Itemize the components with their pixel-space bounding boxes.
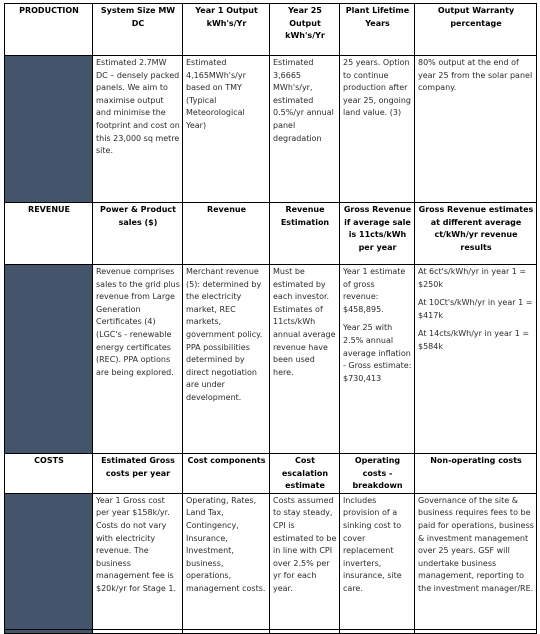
- cell-gross-revenue: [340, 265, 415, 454]
- gross-revenue-year25: Year 25 with 2.5% annual average inflation - Gross estimate: $730,413: [343, 323, 412, 383]
- section-label-revenue: REVENUE: [5, 203, 93, 265]
- header-revenue-estimation: Revenue Estimation: [270, 203, 340, 265]
- section-color-block: [5, 629, 93, 633]
- cell-gross-revenue-estimates: [415, 265, 537, 454]
- estimate-14cts: At 14cts/kWh/yr in year 1 = $584k: [418, 329, 530, 351]
- cell-estimated-gross-costs: Year 1 Gross cost per year $158k/yr. Costs do not vary with electricity revenue. The business management fee is $20k/yr for Stage 1.: [93, 493, 183, 629]
- empty-cell: [270, 629, 340, 633]
- section-label-costs: COSTS: [5, 454, 93, 494]
- header-output-warranty: Output Warranty percentage: [415, 4, 537, 56]
- table-continuation-row: [5, 629, 537, 633]
- gross-revenue-year1: Year 1 estimate of gross revenue: $458,895.: [343, 267, 406, 314]
- section-color-block: [5, 265, 93, 454]
- estimate-10cts: At 10Ct's/kWh/yr in year 1 = $417k: [418, 298, 533, 320]
- section-label-production: PRODUCTION: [5, 4, 93, 56]
- project-summary-table: [4, 3, 537, 634]
- header-system-size: System Size MW DC: [93, 4, 183, 56]
- cell-cost-escalation: Costs assumed to stay steady, CPI is estimated to be in line with CPI over 2.5% per yr for each year.: [270, 493, 340, 629]
- cell-year1-output: Estimated 4,165MWh's/yr based on TMY (Typical Meteorological Year): [183, 56, 270, 203]
- cell-non-operating-costs: Governance of the site & business requires fees to be paid for operations, business & investment management over 25 years. GSF will undertake business management, reporting to the investment manager/RE.: [415, 493, 537, 629]
- empty-cell: [183, 629, 270, 633]
- cell-system-size: Estimated 2.7MW DC – densely packed panels. We aim to maximise output and minimise the footprint and cost on this 23,000 sq metre site.: [93, 56, 183, 203]
- header-gross-revenue-estimates: Gross Revenue estimates at different average ct/kWh/yr revenue results: [415, 203, 537, 265]
- section-color-block: [5, 56, 93, 203]
- header-estimated-gross-costs: Estimated Gross costs per year: [93, 454, 183, 494]
- cell-year25-output: Estimated 3,6665 MWh's/yr, estimated 0.5%/yr annual panel degradation: [270, 56, 340, 203]
- cell-revenue-estimation: Must be estimated by each investor. Estimates of 11cts/kWh annual average revenue have been used here.: [270, 265, 340, 454]
- cell-operating-costs: Includes provision of a sinking cost to cover replacement inverters, insurance, site care.: [340, 493, 415, 629]
- header-year25-output: Year 25 Output kWh's/Yr: [270, 4, 340, 56]
- cell-output-warranty: 80% output at the end of year 25 from the solar panel company.: [415, 56, 537, 203]
- empty-cell: [340, 629, 415, 633]
- empty-cell: [93, 629, 183, 633]
- header-year1-output: Year 1 Output kWh's/Yr: [183, 4, 270, 56]
- revenue-header-row: [5, 203, 537, 265]
- cell-plant-lifetime: 25 years. Option to continue production after year 25, ongoing land value. (3): [340, 56, 415, 203]
- production-header-row: [5, 4, 537, 56]
- costs-data-row: [5, 493, 537, 629]
- estimate-6cts: At 6ct's/kWh/yr in year 1 = $250k: [418, 267, 527, 289]
- cell-power-product-sales: Revenue comprises sales to the grid plus revenue from Large Generation Certificates (4) (LGC's - renewable energy certificates (REC). PPA options are being explored.: [93, 265, 183, 454]
- header-power-product-sales: Power & Product sales ($): [93, 203, 183, 265]
- header-cost-escalation: Cost escalation estimate: [270, 454, 340, 494]
- header-plant-lifetime: Plant Lifetime Years: [340, 4, 415, 56]
- empty-cell: [415, 629, 537, 633]
- header-non-operating-costs: Non-operating costs: [415, 454, 537, 494]
- header-operating-costs: Operating costs - breakdown: [340, 454, 415, 494]
- costs-header-row: [5, 454, 537, 494]
- section-color-block: [5, 493, 93, 629]
- header-revenue: Revenue: [183, 203, 270, 265]
- header-gross-revenue: Gross Revenue if average sale is 11cts/kWh per year: [340, 203, 415, 265]
- production-data-row: [5, 56, 537, 203]
- header-cost-components: Cost components: [183, 454, 270, 494]
- revenue-data-row: [5, 265, 537, 454]
- cell-cost-components: Operating, Rates, Land Tax, Contingency, Insurance, Investment, business, operations, management costs.: [183, 493, 270, 629]
- cell-revenue: Merchant revenue (5): determined by the electricity market, REC markets, government policy. PPA possibilities determined by direct negotiation are under development.: [183, 265, 270, 454]
